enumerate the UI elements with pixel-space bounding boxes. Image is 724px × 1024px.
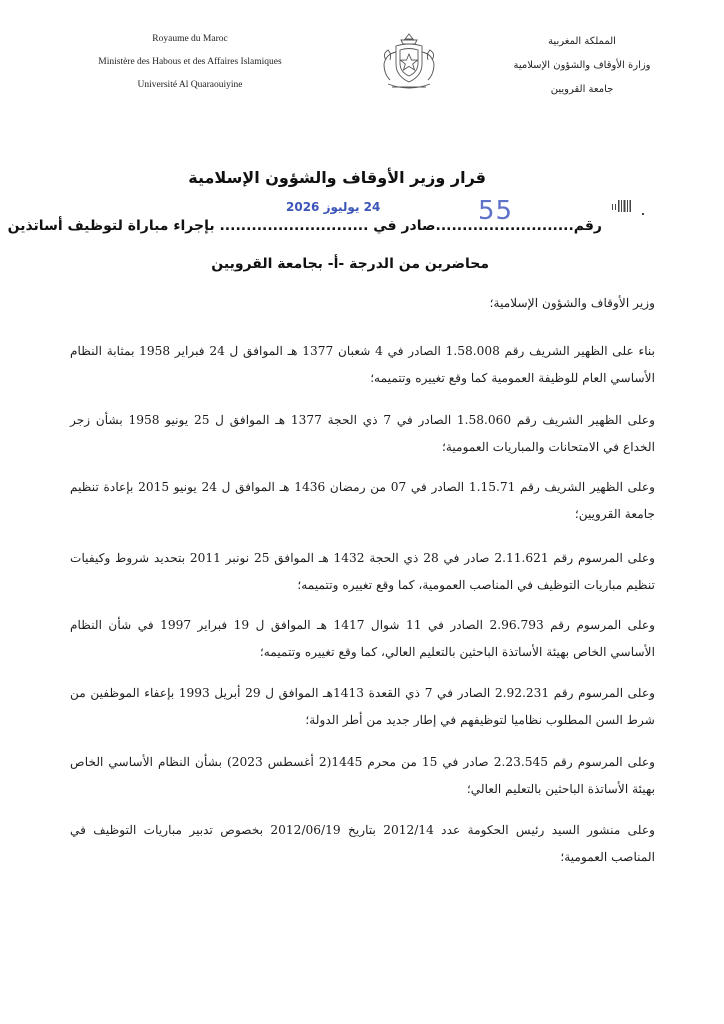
decision-subtitle: محاضرين من الدرجة -أ- بجامعة القرويين — [211, 256, 489, 272]
barcode-mark-icon — [612, 200, 646, 216]
preamble-paragraph: وعلى منشور السيد رئيس الحكومة عدد 2012/14 بتاريخ 2012/06/19 بخصوص تدبير مباريات التوظيف في المناصب العمومية؛ — [70, 823, 656, 864]
decision-date-stamp: 24 يوليوز 2026 — [286, 200, 381, 214]
decision-number-line: رقم..........................صادر في ............................ بإجراء مباراة لتوظيف أساتذين — [7, 218, 602, 234]
preamble-paragraph: وعلى المرسوم رقم 2.11.621 صادر في 28 ذي الحجة 1432 هـ الموافق 25 نونبر 2011 بتحديد شروط وكيفيات تنظيم مباريات التوظيف في المناصب العمومية، كما وقع تغييره وتتميمه؛ — [70, 551, 656, 592]
morocco-coat-of-arms-icon — [374, 30, 444, 92]
decision-title: قرار وزير الأوقاف والشؤون الإسلامية — [188, 168, 486, 187]
header-fr-university: Université Al Quaraouiyine — [137, 80, 243, 90]
preamble-paragraph: وعلى المرسوم رقم 2.96.793 الصادر في 11 شوال 1417 هـ الموافق ل 19 فبراير 1997 في شأن النظام الأساسي الخاص بهيئة الأساتذة الباحثين بالتعليم العالي، كما وقع تغييره وتتميمه؛ — [70, 618, 656, 659]
header-ar-kingdom: المملكة المغربية — [548, 36, 616, 47]
preamble-paragraph: وعلى الظهير الشريف رقم 1.58.060 الصادر في 7 ذي الحجة 1377 هـ الموافق ل 25 يونيو 1958 بشأن زجر الخداع في الامتحانات والمباريات العمومية؛ — [70, 413, 655, 454]
preamble-paragraph: وعلى الظهير الشريف رقم 1.15.71 الصادر في 07 من رمضان 1436 هـ الموافق ل 24 يونيو 2015 بإعادة تنظيم جامعة القرويين؛ — [70, 480, 655, 521]
header-ar-university: جامعة القرويين — [550, 84, 614, 95]
preamble-paragraph: بناء على الظهير الشريف رقم 1.58.008 الصادر في 4 شعبان 1377 هـ الموافق ل 24 فبراير 1958 بمثابة النظام الأساسي العام للوظيفة العمومية كما وقع تغييره وتتميمه؛ — [70, 344, 655, 385]
preamble-paragraph: وعلى المرسوم رقم 2.92.231 الصادر في 7 ذي القعدة 1413هـ الموافق ل 29 أبريل 1993 بإعفاء الموظفين من شرط السن المطلوب نظاميا لتوظيفهم في إطار جديد من أطر الدولة؛ — [70, 686, 656, 727]
header-ar-ministry: وزارة الأوقاف والشؤون الإسلامية — [513, 60, 651, 71]
header-arabic — [482, 30, 682, 102]
preamble-paragraph: وعلى المرسوم رقم 2.23.545 صادر في 15 من محرم 1445(2 أغسطس 2023) بشأن النظام الأساسي الخاص بهيئة الأساتذة الباحثين بالتعليم العالي؛ — [70, 755, 656, 796]
preamble-minister: وزير الأوقاف والشؤون الإسلامية؛ — [489, 296, 655, 310]
header-fr-ministry: Ministère des Habous et des Affaires Islamiques — [98, 57, 282, 67]
header-french — [60, 28, 320, 97]
header-fr-kingdom: Royaume du Maroc — [152, 34, 228, 44]
decision-number-stamp: 55 — [478, 196, 514, 226]
